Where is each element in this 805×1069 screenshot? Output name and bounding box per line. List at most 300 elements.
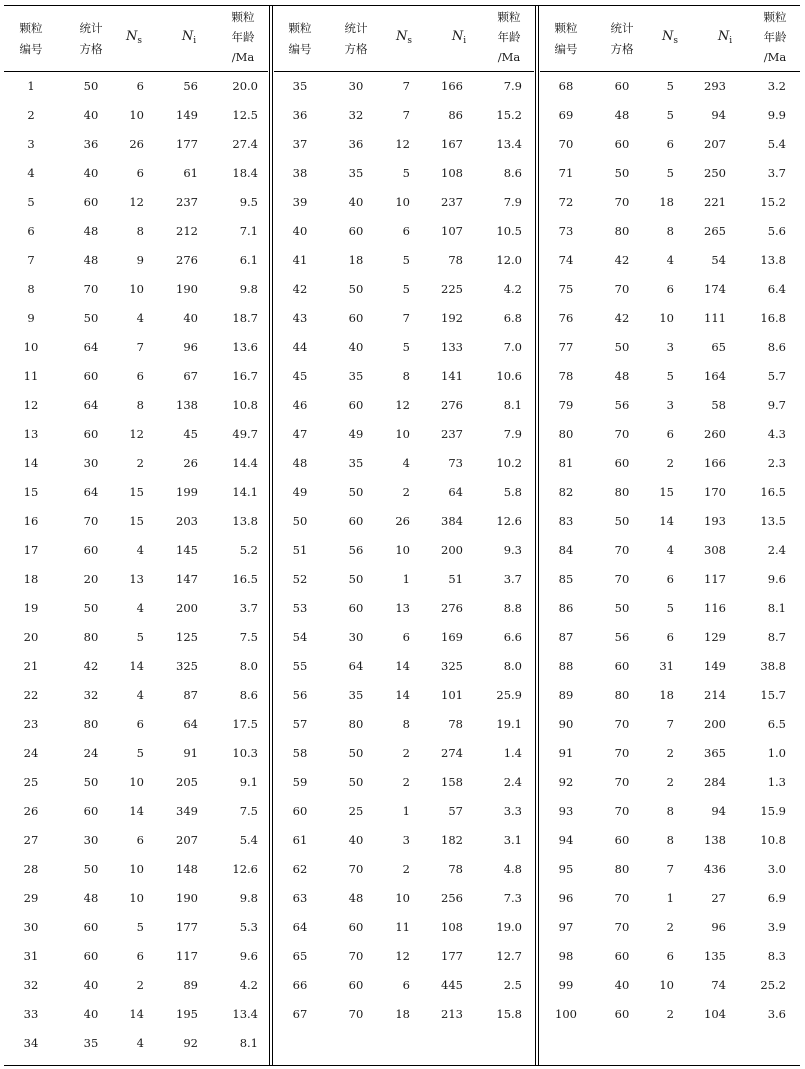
ni-cell: 190 [176,891,198,905]
age-cell: 8.6 [239,688,258,702]
table-row [274,449,534,478]
ni-cell: 96 [183,340,198,354]
age-cell: 38.8 [760,659,786,673]
ni-cell: 108 [441,920,463,934]
ns-cell: 18 [659,688,674,702]
grain-id-cell: 60 [292,804,308,818]
age-cell: 2.5 [503,978,522,992]
ns-cell: 6 [136,833,144,847]
age-cell: 10.6 [496,369,522,383]
table-row [4,623,268,652]
grid-count-cell: 50 [614,340,630,354]
grid-count-cell: 42 [614,253,630,267]
grain-id-cell: 80 [558,427,574,441]
age-cell: 5.2 [239,543,258,557]
table-row [540,362,800,391]
header-line: 颗粒 [19,20,43,35]
ni-cell: 225 [441,282,463,296]
grain-id-cell: 1 [27,79,35,93]
symbol-subscript: s [407,35,412,46]
grain-id-cell: 96 [558,891,574,905]
grain-id-cell: 8 [27,282,35,296]
age-cell: 3.9 [767,920,786,934]
table-row [4,391,268,420]
grain-id-cell: 49 [292,485,308,499]
table-row [274,855,534,884]
ni-cell: 74 [711,978,726,992]
grid-count-cell: 36 [348,137,364,151]
ni-cell: 325 [176,659,198,673]
ns-cell: 5 [402,340,410,354]
ni-cell: 104 [704,1007,726,1021]
grid-count-cell: 40 [83,108,99,122]
ni-cell: 125 [176,630,198,644]
ns-cell: 7 [136,340,144,354]
grid-count-cell: 56 [614,630,630,644]
table-row [274,826,534,855]
grain-id-cell: 83 [558,514,574,528]
symbol-base: N [717,28,730,44]
ni-cell: 27 [711,891,726,905]
symbol-base: N [181,28,194,44]
ns-cell: 2 [666,746,674,760]
table-row [540,304,800,333]
grid-count-cell: 70 [614,543,630,557]
table-row [540,942,800,971]
ns-cell: 8 [666,224,674,238]
age-cell: 10.8 [232,398,258,412]
grain-id-cell: 9 [27,311,35,325]
table-row [540,681,800,710]
ns-cell: 14 [395,688,410,702]
grid-count-cell: 70 [348,862,364,876]
header-symbol [718,26,732,52]
grain-id-cell: 67 [292,1007,308,1021]
age-cell: 15.8 [496,1007,522,1021]
grid-count-cell: 70 [614,920,630,934]
header-text [232,7,255,67]
ni-cell: 177 [176,920,198,934]
age-cell: 5.4 [239,833,258,847]
grain-id-cell: 68 [558,79,574,93]
symbol-subscript: i [729,35,733,46]
age-cell: 15.2 [760,195,786,209]
grain-id-cell: 43 [292,311,308,325]
ns-cell: 15 [129,514,144,528]
ni-cell: 116 [704,601,726,615]
ni-cell: 265 [704,224,726,238]
grain-id-cell: 34 [23,1036,39,1050]
age-cell: 5.7 [767,369,786,383]
grain-id-cell: 15 [23,485,39,499]
ns-cell: 5 [402,253,410,267]
grid-count-cell: 35 [348,688,364,702]
ni-cell: 40 [183,311,198,325]
age-cell: 9.9 [767,108,786,122]
age-cell: 10.5 [496,224,522,238]
ns-cell: 6 [136,949,144,963]
table-row [4,971,268,1000]
age-cell: 9.3 [503,543,522,557]
grid-count-cell: 32 [83,688,99,702]
ns-cell: 4 [666,253,674,267]
grid-count-cell: 40 [348,340,364,354]
table-row [4,362,268,391]
table-row [274,913,534,942]
grain-id-cell: 75 [558,282,574,296]
header-line: 编号 [554,41,578,56]
grid-count-cell: 60 [348,514,364,528]
ns-cell: 10 [395,195,410,209]
grid-count-cell: 60 [83,369,99,383]
ns-cell: 8 [402,717,410,731]
ni-cell: 212 [176,224,198,238]
table-row [4,333,268,362]
age-cell: 6.8 [503,311,522,325]
header-line: 年龄 [763,30,787,44]
table-row [540,478,800,507]
grain-id-cell: 10 [23,340,39,354]
age-cell: 16.5 [760,485,786,499]
ns-cell: 14 [129,659,144,673]
grid-count-cell: 80 [614,862,630,876]
ni-cell: 101 [441,688,463,702]
grid-count-cell: 56 [348,543,364,557]
ns-cell: 12 [129,427,144,441]
grain-id-cell: 69 [558,108,574,122]
grain-id-cell: 100 [555,1007,577,1021]
ns-cell: 2 [136,978,144,992]
ns-cell: 10 [129,862,144,876]
age-cell: 27.4 [232,137,258,151]
grid-count-cell: 60 [614,833,630,847]
age-cell: 7.1 [239,224,258,238]
ni-cell: 177 [441,949,463,963]
age-cell: 20.0 [232,79,258,93]
age-cell: 3.3 [503,804,522,818]
ni-cell: 57 [448,804,463,818]
grid-count-cell: 70 [83,514,99,528]
grain-id-cell: 41 [292,253,308,267]
ns-cell: 5 [402,166,410,180]
grain-id-cell: 45 [292,369,308,383]
grid-count-cell: 70 [614,891,630,905]
ns-cell: 7 [402,108,410,122]
age-cell: 8.3 [767,949,786,963]
header-line: 编号 [288,41,312,56]
header-line: 颗粒 [554,20,578,35]
ns-cell: 6 [136,79,144,93]
grain-id-cell: 48 [292,456,308,470]
ni-cell: 256 [441,891,463,905]
grid-count-cell: 64 [348,659,364,673]
grid-count-cell: 64 [83,485,99,499]
ni-cell: 436 [704,862,726,876]
ns-cell: 14 [129,804,144,818]
symbol-subscript: s [137,35,142,46]
grid-count-cell: 48 [83,253,99,267]
grid-count-cell: 30 [348,79,364,93]
age-cell: 18.4 [232,166,258,180]
grid-count-cell: 48 [348,891,364,905]
table-row [4,536,268,565]
age-cell: 8.0 [239,659,258,673]
ni-cell: 166 [704,456,726,470]
ni-cell: 166 [441,79,463,93]
ns-cell: 1 [666,891,674,905]
ns-cell: 4 [136,601,144,615]
grid-count-cell: 70 [614,572,630,586]
age-cell: 1.3 [767,775,786,789]
header-line: 颗粒 [288,20,312,35]
ni-cell: 207 [704,137,726,151]
table-row [274,1000,534,1029]
ni-cell: 129 [704,630,726,644]
age-cell: 13.6 [232,340,258,354]
ni-cell: 177 [176,137,198,151]
grain-id-cell: 88 [558,659,574,673]
grid-count-cell: 60 [348,224,364,238]
ni-cell: 145 [176,543,198,557]
grain-id-cell: 14 [23,456,39,470]
grid-count-cell: 80 [614,688,630,702]
header-ns [114,6,154,71]
grid-count-cell: 50 [83,775,99,789]
ns-cell: 4 [666,543,674,557]
age-cell: 5.4 [767,137,786,151]
ns-cell: 2 [402,862,410,876]
ns-cell: 5 [136,920,144,934]
grain-id-cell: 89 [558,688,574,702]
table-row [274,72,534,101]
grid-count-cell: 80 [83,717,99,731]
table-row [540,1000,800,1029]
age-cell: 10.8 [760,833,786,847]
table-row [274,333,534,362]
ni-cell: 111 [704,311,726,325]
ni-cell: 54 [711,253,726,267]
grid-count-cell: 50 [348,485,364,499]
table-row [274,159,534,188]
ni-cell: 384 [441,514,463,528]
ns-cell: 14 [659,514,674,528]
age-cell: 8.1 [503,398,522,412]
grain-id-cell: 61 [292,833,308,847]
grain-id-cell: 58 [292,746,308,760]
table-row [4,797,268,826]
ni-cell: 207 [176,833,198,847]
ni-cell: 221 [704,195,726,209]
table-row [4,1029,268,1058]
grid-count-cell: 48 [614,369,630,383]
symbol-subscript: i [463,35,467,46]
age-cell: 15.7 [760,688,786,702]
grain-id-cell: 47 [292,427,308,441]
ns-cell: 5 [666,601,674,615]
ni-cell: 65 [711,340,726,354]
table-row [274,130,534,159]
ns-cell: 10 [659,978,674,992]
symbol-base: N [126,28,138,44]
header-line: 年龄 [497,30,521,44]
table-row [4,884,268,913]
table-row [4,942,268,971]
ns-cell: 2 [666,456,674,470]
symbol-subscript: i [193,35,197,46]
age-cell: 3.1 [503,833,522,847]
ni-cell: 89 [183,978,198,992]
grain-id-cell: 56 [292,688,308,702]
grain-id-cell: 25 [23,775,39,789]
ns-cell: 8 [666,804,674,818]
grid-count-cell: 70 [348,949,364,963]
ns-cell: 6 [666,282,674,296]
age-cell: 7.9 [503,195,522,209]
grain-id-cell: 7 [27,253,35,267]
header-line: 统计 [610,20,634,35]
grid-count-cell: 70 [614,195,630,209]
grid-count-cell: 60 [348,311,364,325]
grain-id-cell: 90 [558,717,574,731]
table-row [274,942,534,971]
grid-count-cell: 30 [348,630,364,644]
grid-count-cell: 60 [614,137,630,151]
table-row [274,797,534,826]
ns-cell: 4 [402,456,410,470]
ni-cell: 293 [704,79,726,93]
age-cell: 8.7 [767,630,786,644]
grain-id-cell: 62 [292,862,308,876]
ns-cell: 6 [136,369,144,383]
age-cell: 3.6 [767,1007,786,1021]
age-cell: 5.3 [239,920,258,934]
grid-count-cell: 60 [348,920,364,934]
grain-id-cell: 17 [23,543,39,557]
ni-cell: 167 [441,137,463,151]
grain-id-cell: 63 [292,891,308,905]
table-row [4,710,268,739]
age-cell: 9.8 [239,891,258,905]
ni-cell: 149 [176,108,198,122]
ns-cell: 9 [136,253,144,267]
ns-cell: 15 [129,485,144,499]
header-line: 颗粒 [763,10,787,24]
header-grain-no [4,6,58,71]
table-row [4,913,268,942]
ns-cell: 8 [402,369,410,383]
grid-count-cell: 35 [348,369,364,383]
ni-cell: 94 [711,804,726,818]
header-line: 颗粒 [497,10,521,24]
symbol-base: N [662,28,674,44]
grid-count-cell: 70 [614,427,630,441]
age-cell: 7.5 [239,630,258,644]
grid-count-cell: 40 [348,195,364,209]
table-row [540,594,800,623]
age-cell: 9.5 [239,195,258,209]
ni-cell: 78 [448,253,463,267]
table-row [540,420,800,449]
ni-cell: 138 [704,833,726,847]
ns-cell: 4 [136,311,144,325]
age-cell: 6.9 [767,891,786,905]
ns-cell: 1 [402,804,410,818]
grain-id-cell: 30 [23,920,39,934]
grid-count-cell: 60 [83,427,99,441]
grid-count-cell: 18 [348,253,364,267]
ni-cell: 78 [448,862,463,876]
grain-id-cell: 84 [558,543,574,557]
ns-cell: 6 [136,166,144,180]
header-line: 方格 [344,41,368,56]
table-row [4,449,268,478]
table-row [4,304,268,333]
header-text [289,18,312,60]
header-grain-age [218,6,268,71]
age-cell: 3.0 [767,862,786,876]
age-cell: 2.4 [767,543,786,557]
age-cell: 8.6 [503,166,522,180]
ns-cell: 7 [402,311,410,325]
symbol-subscript: s [673,35,678,46]
grain-id-cell: 92 [558,775,574,789]
grid-count-cell: 40 [83,978,99,992]
ni-cell: 26 [183,456,198,470]
table-row [4,130,268,159]
age-cell: 7.9 [503,427,522,441]
age-cell: 10.3 [232,746,258,760]
ns-cell: 7 [666,862,674,876]
ns-cell: 2 [402,775,410,789]
header-ns [384,6,424,71]
grain-id-cell: 99 [558,978,574,992]
age-cell: 16.8 [760,311,786,325]
age-cell: 6.6 [503,630,522,644]
table-row [540,739,800,768]
grain-id-cell: 74 [558,253,574,267]
grain-id-cell: 37 [292,137,308,151]
grain-id-cell: 79 [558,398,574,412]
table-row [274,739,534,768]
grid-count-cell: 60 [348,978,364,992]
ns-cell: 10 [129,775,144,789]
ni-cell: 78 [448,717,463,731]
header-grain-age [484,6,534,71]
table-row [540,391,800,420]
ni-cell: 237 [441,195,463,209]
grid-count-cell: 40 [83,1007,99,1021]
ns-cell: 2 [136,456,144,470]
ni-cell: 164 [704,369,726,383]
ns-cell: 12 [395,398,410,412]
grid-count-cell: 35 [83,1036,99,1050]
age-cell: 3.7 [239,601,258,615]
grid-count-cell: 35 [348,166,364,180]
ni-cell: 213 [441,1007,463,1021]
ns-cell: 5 [136,746,144,760]
ni-cell: 91 [183,746,198,760]
header-symbol [182,26,196,52]
grid-count-cell: 48 [83,891,99,905]
grain-id-cell: 86 [558,601,574,615]
table-row [4,768,268,797]
ni-cell: 349 [176,804,198,818]
ni-cell: 284 [704,775,726,789]
grid-count-cell: 80 [83,630,99,644]
ns-cell: 5 [666,79,674,93]
ns-cell: 10 [129,891,144,905]
grain-id-cell: 50 [292,514,308,528]
